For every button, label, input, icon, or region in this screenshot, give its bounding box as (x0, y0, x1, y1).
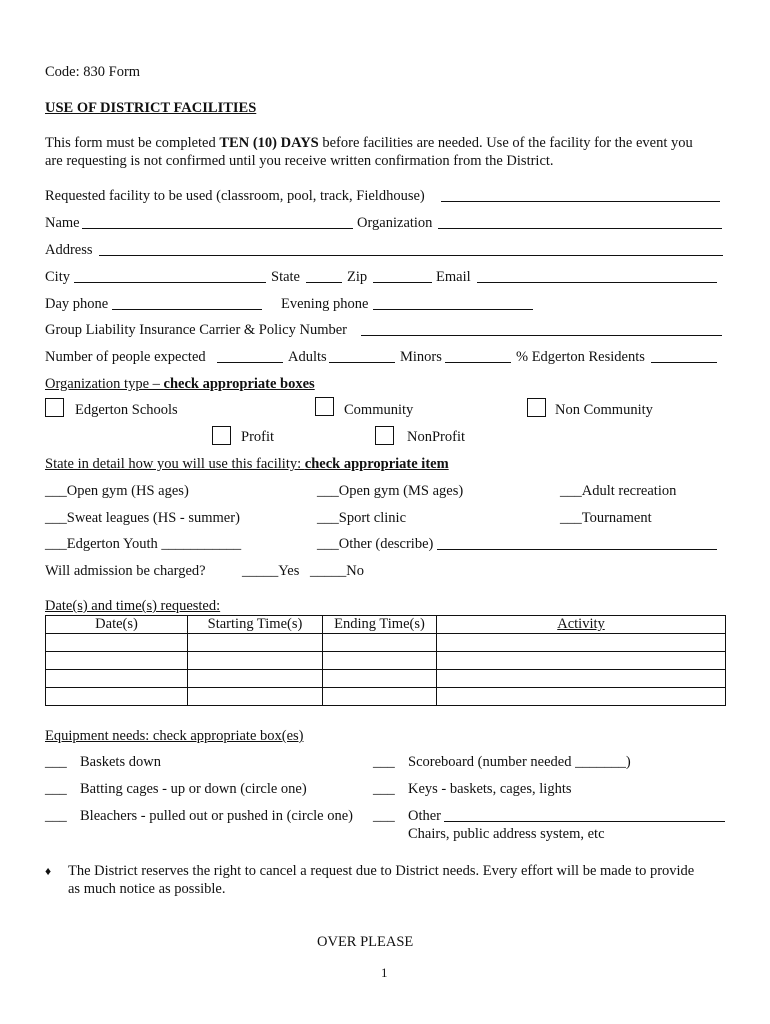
open-gym-ms-item[interactable]: ___Open gym (MS ages) (317, 483, 464, 499)
email-label: Email (436, 269, 471, 285)
community-checkbox[interactable] (315, 397, 334, 416)
start-time-cell[interactable] (188, 688, 323, 706)
scoreboard-blank[interactable]: ___ (373, 754, 395, 770)
intro-text-b: before facilities are needed. Use of the facility for the event you (318, 135, 693, 151)
evening-phone-field[interactable] (373, 309, 533, 310)
name-label: Name (45, 215, 80, 231)
sport-clinic-item[interactable]: ___Sport clinic (317, 510, 407, 526)
day-phone-field[interactable] (112, 309, 262, 310)
activity-cell[interactable] (437, 634, 726, 652)
sweat-leagues-item[interactable]: ___Sweat leagues (HS - summer) (45, 510, 240, 526)
open-gym-hs-item[interactable]: ___Open gym (HS ages) (45, 483, 189, 499)
activity-cell[interactable] (437, 688, 726, 706)
schedule-header-row (46, 616, 726, 634)
start-time-cell[interactable] (188, 670, 323, 688)
date-cell[interactable] (46, 670, 188, 688)
admission-no-option[interactable]: _____No (310, 563, 364, 579)
city-field[interactable] (74, 282, 266, 283)
table-row (46, 634, 726, 652)
table-row (46, 688, 726, 706)
table-row (46, 652, 726, 670)
start-time-column-header: Starting Time(s) (188, 616, 323, 634)
batting-cages-blank[interactable]: ___ (45, 781, 67, 797)
equipment-heading: Equipment needs: check appropriate box(es) (45, 728, 304, 744)
diamond-bullet-icon: ♦ (45, 864, 52, 878)
end-time-cell[interactable] (323, 634, 437, 652)
note-line-2: as much notice as possible. (68, 881, 226, 897)
intro-deadline: TEN (10) DAYS (219, 135, 319, 151)
edgerton-schools-label: Edgerton Schools (75, 402, 178, 418)
date-cell[interactable] (46, 634, 188, 652)
residents-field[interactable] (651, 362, 717, 363)
community-label: Community (344, 402, 414, 418)
organization-label: Organization (357, 215, 433, 231)
other-describe-field[interactable] (437, 549, 717, 550)
usage-heading (45, 455, 449, 473)
start-time-cell[interactable] (188, 652, 323, 670)
other-equipment-field[interactable] (444, 821, 725, 822)
note-line-1: The District reserves the right to cancel a request due to District needs. Every effort will be made to provide (68, 863, 695, 879)
admission-yes-option[interactable]: _____Yes (242, 563, 300, 579)
org-type-heading-text: Organization type – (45, 376, 164, 392)
page-title: USE OF DISTRICT FACILITIES (45, 100, 257, 116)
nonprofit-label: NonProfit (407, 429, 465, 445)
schedule-table (45, 615, 726, 706)
org-type-heading (45, 375, 315, 393)
end-time-cell[interactable] (323, 670, 437, 688)
activity-column-header: Activity (437, 616, 726, 634)
date-cell[interactable] (46, 652, 188, 670)
other-equipment-examples: Chairs, public address system, etc (408, 826, 605, 842)
email-field[interactable] (477, 282, 717, 283)
minors-label: Minors (400, 349, 442, 365)
form-code: Code: 830 Form (45, 64, 141, 80)
page-number: 1 (381, 965, 388, 980)
admission-question: Will admission be charged? (45, 563, 206, 579)
activity-cell[interactable] (437, 652, 726, 670)
minors-field[interactable] (445, 362, 511, 363)
state-field[interactable] (306, 282, 342, 283)
adults-label: Adults (288, 349, 327, 365)
intro-line-2: are requesting is not confirmed until you receive written confirmation from the District. (45, 153, 554, 169)
scoreboard-label: Scoreboard (number needed _______) (408, 754, 631, 770)
activity-cell[interactable] (437, 670, 726, 688)
usage-heading-text: State in detail how you will use this facility: (45, 456, 305, 472)
profit-label: Profit (241, 429, 275, 445)
usage-instruction: check appropriate item (304, 456, 449, 472)
start-time-cell[interactable] (188, 634, 323, 652)
evening-phone-label: Evening phone (281, 296, 369, 312)
keys-blank[interactable]: ___ (373, 781, 395, 797)
tournament-item[interactable]: ___Tournament (560, 510, 652, 526)
facility-label: Requested facility to be used (classroom, pool, track, Fieldhouse) (45, 188, 425, 204)
zip-label: Zip (347, 269, 368, 285)
adults-field[interactable] (329, 362, 395, 363)
people-expected-field[interactable] (217, 362, 283, 363)
insurance-field[interactable] (361, 335, 722, 336)
zip-field[interactable] (373, 282, 432, 283)
baskets-blank[interactable]: ___ (45, 754, 67, 770)
adult-recreation-item[interactable]: ___Adult recreation (560, 483, 677, 499)
schedule-heading: Date(s) and time(s) requested: (45, 598, 221, 614)
nonprofit-checkbox[interactable] (375, 426, 394, 445)
over-please-text: OVER PLEASE (317, 934, 414, 950)
intro-text-a: This form must be completed (45, 135, 220, 151)
bleachers-label: Bleachers - pulled out or pushed in (circle one) (80, 808, 353, 824)
bleachers-blank[interactable]: ___ (45, 808, 67, 824)
keys-label: Keys - baskets, cages, lights (408, 781, 572, 797)
date-column-header: Date(s) (46, 616, 188, 634)
org-type-instruction: check appropriate boxes (163, 376, 315, 392)
edgerton-schools-checkbox[interactable] (45, 398, 64, 417)
end-time-cell[interactable] (323, 652, 437, 670)
non-community-label: Non Community (555, 402, 653, 418)
insurance-label: Group Liability Insurance Carrier & Policy Number (45, 322, 348, 338)
organization-field[interactable] (438, 228, 722, 229)
baskets-label: Baskets down (80, 754, 161, 770)
state-label: State (271, 269, 300, 285)
name-field[interactable] (82, 228, 353, 229)
end-time-column-header: Ending Time(s) (323, 616, 437, 634)
profit-checkbox[interactable] (212, 426, 231, 445)
edgerton-youth-item[interactable]: ___Edgerton Youth ___________ (45, 536, 242, 552)
date-cell[interactable] (46, 688, 188, 706)
day-phone-label: Day phone (45, 296, 109, 312)
other-equipment-blank[interactable]: ___ (373, 808, 395, 824)
table-row (46, 670, 726, 688)
end-time-cell[interactable] (323, 688, 437, 706)
batting-cages-label: Batting cages - up or down (circle one) (80, 781, 307, 797)
intro-line-1 (45, 134, 693, 152)
address-label: Address (45, 242, 93, 258)
residents-label: % Edgerton Residents (516, 349, 645, 365)
facility-field[interactable] (441, 201, 720, 202)
other-equipment-label: Other (408, 808, 442, 824)
non-community-checkbox[interactable] (527, 398, 546, 417)
people-expected-label: Number of people expected (45, 349, 206, 365)
address-field[interactable] (99, 255, 723, 256)
city-label: City (45, 269, 70, 285)
other-describe-item[interactable]: ___Other (describe) (317, 536, 434, 552)
